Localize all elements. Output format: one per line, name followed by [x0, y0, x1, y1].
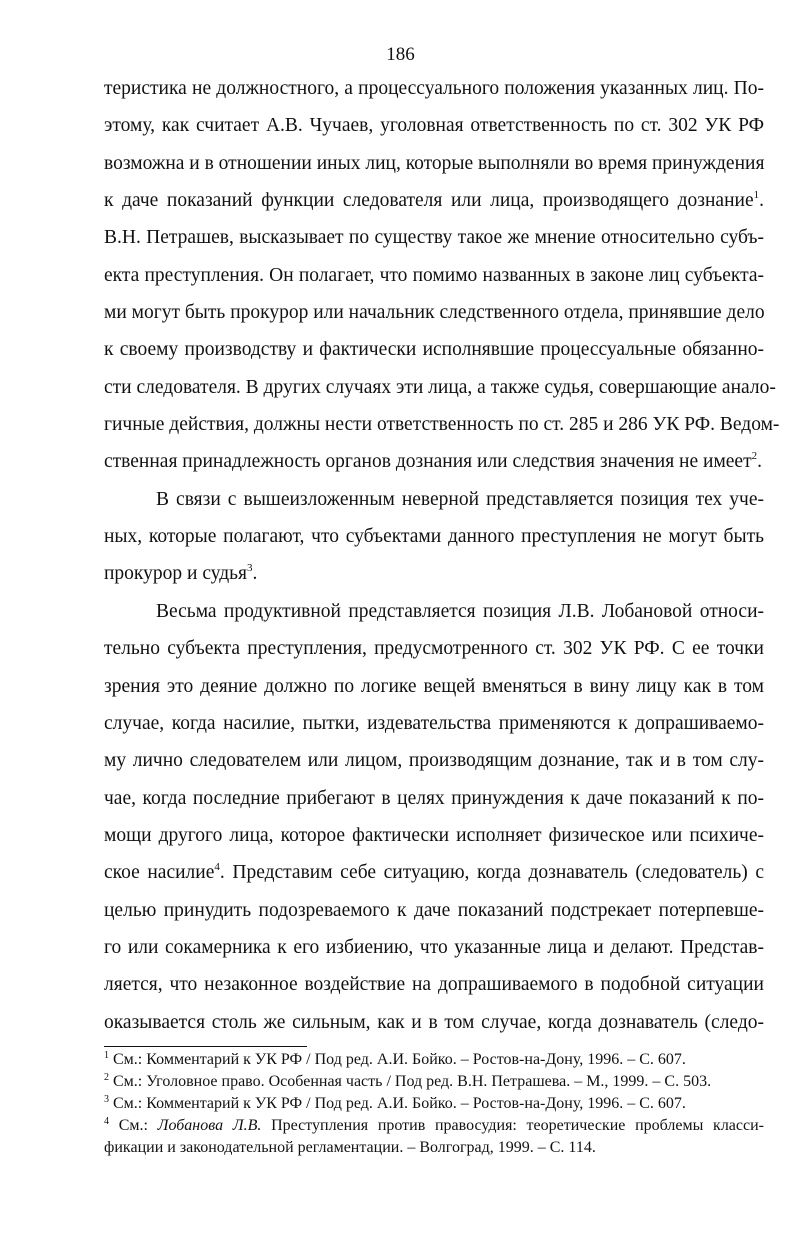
text-line [104, 369, 776, 406]
text-line [104, 668, 764, 705]
footnote-separator [104, 1046, 307, 1047]
text-run: сти следователя. В других случаях эти лица, а также судья, совершающие анало- [104, 376, 776, 398]
text-line [104, 70, 764, 107]
text-line [104, 892, 764, 929]
footnotes [104, 1049, 764, 1159]
text-run: . [252, 563, 258, 585]
text-run: му лично следователем или лицом, производящим дознание, так и в том слу- [104, 750, 764, 772]
page-number: 186 [386, 44, 415, 65]
text-run: См.: Комментарий к УК РФ / Под ред. А.И. Бойко. – Ростов-на-Дону, 1996. – С. 607. [109, 1051, 686, 1068]
text-line [104, 705, 764, 742]
text-line [104, 630, 764, 667]
footnote-number: 2 [104, 1072, 109, 1083]
text-run: прокурор и судья [104, 563, 248, 585]
text-line [104, 294, 764, 331]
footnote-number: 1 [104, 1050, 109, 1061]
text-run: См.: Уголовное право. Особенная часть / Под ред. В.Н. Петрашева. – М., 1999. – С. 503. [109, 1073, 712, 1090]
text-run: случае, когда насилие, пытки, издевательства применяются к допрашиваемо- [104, 712, 764, 734]
text-run: мощи другого лица, которое фактически исполняет физическое или психиче- [104, 824, 764, 846]
footnote-line [104, 1115, 764, 1137]
main-text [104, 70, 780, 1041]
footnote-reference: 2 [751, 450, 758, 463]
text-run: Весьма продуктивной представляется позиция Л.В. Лобановой относи- [156, 600, 764, 622]
text-line [104, 555, 764, 592]
footnote-line [104, 1049, 764, 1071]
footnote-line [104, 1071, 764, 1093]
text-line [104, 443, 764, 480]
text-run: зрения это деяние должно по логике вещей вменяться в вину лицу как в том [104, 675, 764, 697]
text-run: этому, как считает А.В. Чучаев, уголовная ответственность по ст. 302 УК РФ [104, 115, 764, 137]
text-run: ми могут быть прокурор или начальник следственного отдела, принявшие дело [104, 302, 765, 324]
text-line [104, 182, 764, 219]
text-line [104, 1004, 764, 1041]
footnote-number: 4 [104, 1116, 109, 1127]
text-run: См.: [109, 1117, 158, 1134]
text-line [104, 966, 764, 1003]
text-run: ляется, что незаконное воздействие на допрашиваемого в подобной ситуации [104, 974, 764, 996]
footnote-reference: 3 [247, 562, 253, 575]
text-line [104, 817, 764, 854]
text-run: См.: Комментарий к УК РФ / Под ред. А.И. Бойко. – Ростов-на-Дону, 1996. – С. 607. [109, 1095, 686, 1112]
text-run: гичные действия, должны нести ответственность по ст. 285 и 286 УК РФ. Ведом- [104, 414, 780, 436]
footnote-line [104, 1137, 764, 1159]
text-line [104, 518, 764, 555]
text-run: го или сокамерника к его избиению, что указанные лица и делают. Представ- [104, 936, 764, 958]
text-run: екта преступления. Он полагает, что помимо названных в законе лиц субъекта- [104, 264, 764, 286]
text-line [104, 331, 764, 368]
text-line [104, 780, 764, 817]
text-run: оказывается столь же сильным, как и в том случае, когда дознаватель (следо- [104, 1011, 764, 1033]
text-run: ское насилие [104, 862, 215, 884]
text-run: целью принудить подозреваемого к даче показаний подстрекает потерпевше- [104, 899, 764, 921]
text-line [104, 406, 780, 443]
text-run: ственная принадлежность органов дознания или следствия значения не имеет [104, 451, 752, 473]
text-line [104, 929, 764, 966]
text-line [104, 257, 764, 294]
text-run: к своему производству и фактически исполнявшие процессуальные обязанно- [104, 339, 764, 361]
author-name: Лобанова Л.В. [157, 1117, 262, 1134]
footnote-reference: 4 [214, 861, 220, 874]
text-run: теристика не должностного, а процессуального положения указанных лиц. По- [104, 78, 764, 99]
text-line [104, 107, 764, 144]
footnote-reference: 1 [753, 189, 760, 202]
text-line [104, 145, 764, 182]
footnote-line [104, 1093, 764, 1115]
text-run: возможна и в отношении иных лиц, которые выполняли во время принуждения [104, 152, 765, 174]
text-run: . [759, 190, 764, 212]
text-run: В связи с вышеизложенным неверной представляется позиция тех уче- [156, 488, 764, 510]
text-run: тельно субъекта преступления, предусмотренного ст. 302 УК РФ. С ее точки [104, 638, 764, 660]
text-line [104, 742, 764, 779]
text-run: . [757, 451, 762, 473]
footnote-number: 3 [104, 1094, 109, 1105]
text-line [104, 854, 764, 891]
text-run: . Представим себе ситуацию, когда дознаватель (следователь) с [219, 862, 764, 884]
text-line [104, 219, 764, 256]
text-run: ных, которые полагают, что субъектами данного преступления не могут быть [104, 526, 764, 548]
text-run: Преступления против правосудия: теоретические проблемы класси- [261, 1117, 764, 1134]
text-run: В.Н. Петрашев, высказывает по существу такое же мнение относительно субъ- [104, 227, 764, 249]
text-line [104, 481, 764, 518]
text-run: к даче показаний функции следователя или лица, производящего дознание [104, 190, 754, 212]
text-line [104, 593, 764, 630]
text-run: фикации и законодательной регламентации. – Волгоград, 1999. – С. 114. [104, 1139, 596, 1156]
text-run: чае, когда последние прибегают в целях принуждения к даче показаний к по- [104, 787, 764, 809]
